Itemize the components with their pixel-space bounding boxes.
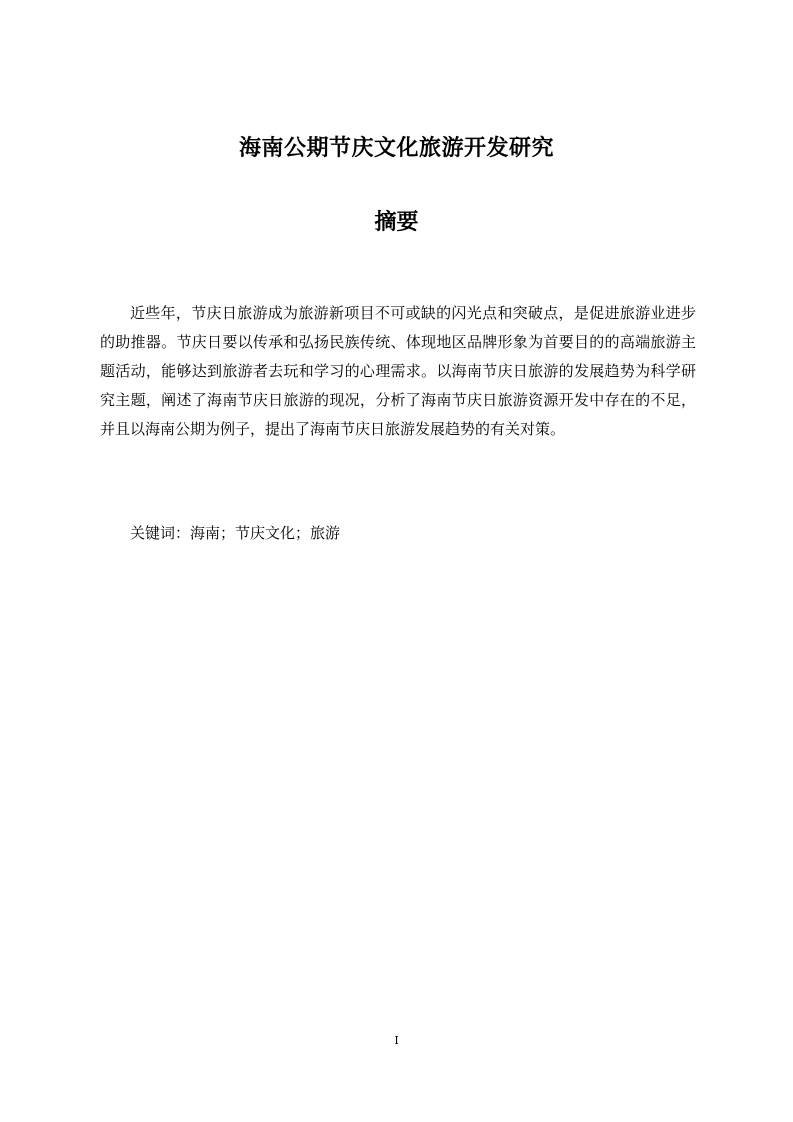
abstract-body: 近些年，节庆日旅游成为旅游新项目不可或缺的闪光点和突破点，是促进旅游业进步的助推器。节庆日要以传承和弘扬民族传统、体现地区品牌形象为首要目的的高端旅游主题活动，能够达到旅游者去玩和学习的心理需求。以海南节庆日旅游的发展趋势为科学研究主题，阐述了海南节庆日旅游的现况，分析了海南节庆日旅游资源开发中存在的不足，并且以海南公期为例子，提出了海南节庆日旅游发展趋势的有关对策。 — [100, 304, 696, 438]
document-title: 海南公期节庆文化旅游开发研究 — [238, 136, 554, 161]
keywords-label: 关键词： — [130, 524, 191, 542]
keywords-line — [130, 519, 340, 548]
page-number: I — [394, 1034, 399, 1047]
abstract-heading: 摘要 — [374, 210, 419, 235]
keywords-value: 海南；节庆文化；旅游 — [190, 524, 341, 542]
